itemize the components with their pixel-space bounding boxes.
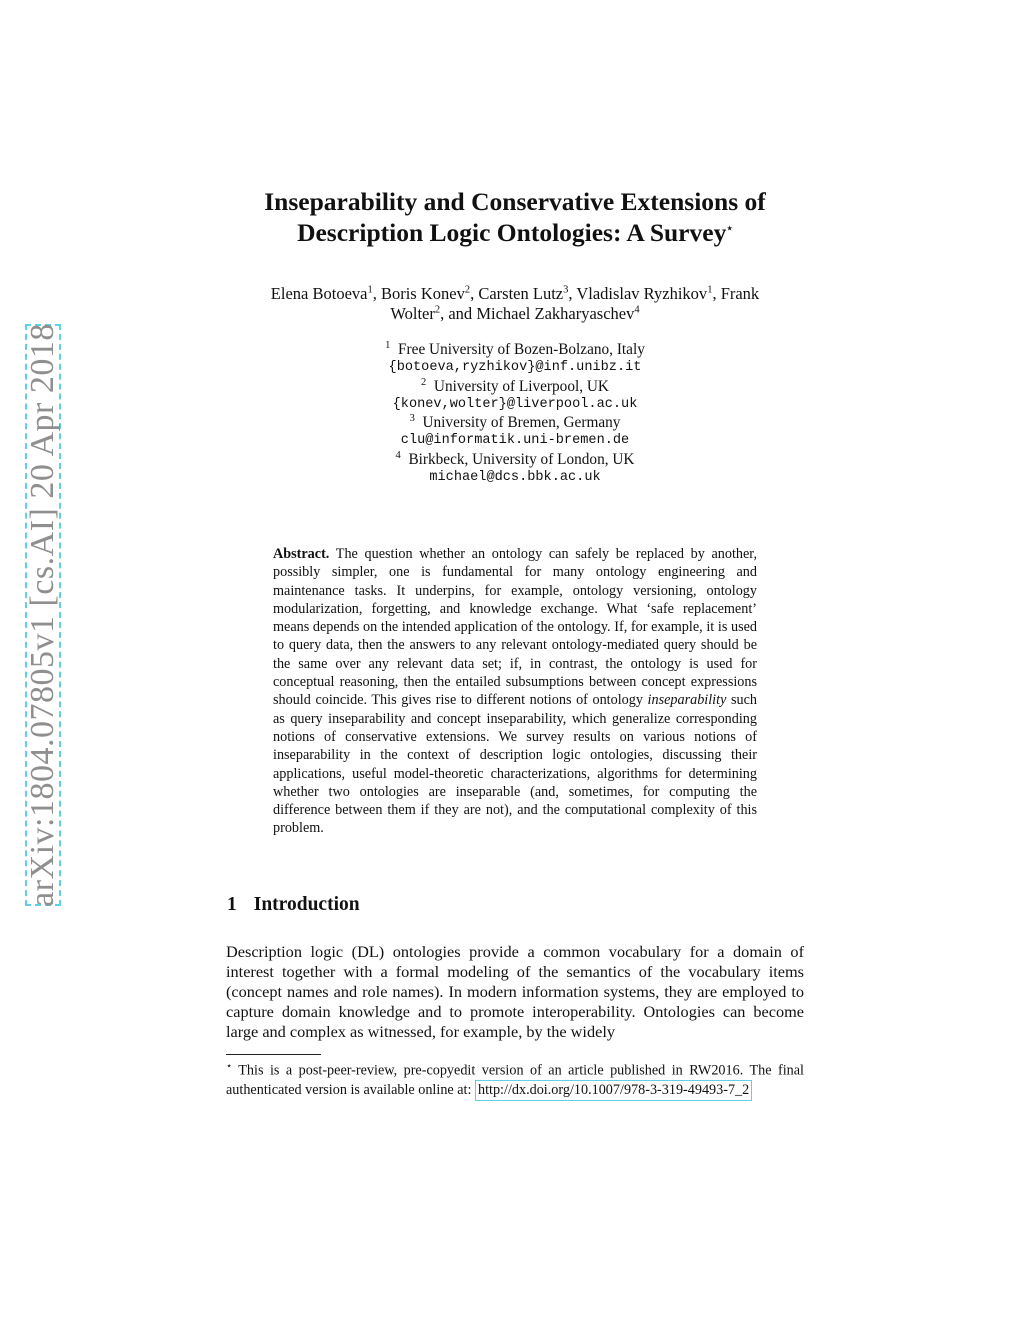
author-name: Vladislav Ryzhikov — [576, 284, 708, 303]
footnote — [226, 1058, 804, 1101]
author-affiliation-mark: 4 — [634, 304, 640, 316]
author-separator: , — [372, 284, 381, 303]
affiliation-name: Birkbeck, University of London, UK — [408, 450, 635, 468]
affiliation-name: University of Liverpool, UK — [433, 377, 609, 395]
affiliation-email: {botoeva,ryzhikov}@inf.unibz.it — [388, 360, 642, 376]
arxiv-stamp — [25, 324, 61, 906]
author-separator: , and — [440, 304, 477, 323]
title-line-2 — [200, 217, 830, 248]
author-name: Elena Botoeva — [270, 284, 368, 303]
abstract-label: Abstract. — [273, 546, 330, 562]
affiliation-institution — [260, 378, 770, 396]
affiliation-email: michael@dcs.bbk.ac.uk — [429, 470, 601, 486]
affiliation-number: 3 — [409, 413, 415, 425]
doi-link[interactable]: http://dx.doi.org/10.1007/978-3-319-49493-7_2 — [475, 1080, 752, 1101]
affiliation-number: 1 — [385, 339, 391, 351]
author-affiliation-mark: 2 — [464, 284, 471, 296]
author-line-1 — [220, 284, 810, 304]
intro-paragraph: Description logic (DL) ontologies provide a common vocabulary for a domain of interest together with a formal modeling of the semantics of the vocabulary items (concept names and role names). In modern information systems, they are employed to capture domain knowledge and to promote interoperability. Ontologies can become large and complex as witnessed, for example, by the widely — [226, 942, 804, 1042]
affiliation-email: {konev,wolter}@liverpool.ac.uk — [392, 396, 638, 412]
affiliation-list — [260, 341, 770, 487]
author-name: Boris Konev — [380, 284, 465, 303]
author-affiliation-mark: 1 — [707, 284, 713, 296]
author-name: Wolter — [390, 304, 435, 323]
affiliation-name: University of Bremen, Germany — [422, 414, 621, 432]
author-affiliation-mark: 3 — [563, 284, 569, 296]
abstract-text: The question whether an ontology can safely be replaced by another, possibly simpler, one is fundamental for many ontology engineering and maintenance tasks. It underpins, for example, ontology versioning, ontology modularization, forgetting, and knowledge exchange. What ‘safe replacement’ means depends on the intended application of the ontology. If, for example, it is used to query data, then the answers to any relevant ontology-mediated query should be the same over any relevant data set; if, in contrast, the ontology is used for conceptual reasoning, then the entailed subsumptions between concept expressions should coincide. This gives rise to different notions of ontology — [273, 546, 757, 709]
affiliation-name: Free University of Bozen-Bolzano, Italy — [398, 341, 645, 358]
abstract-emphasis: inseparability — [647, 692, 727, 709]
title-line-2-text: Description Logic Ontologies: A Survey — [297, 218, 727, 247]
title-star-mark: ⋆ — [726, 223, 733, 235]
affiliation-email: clu@informatik.uni-bremen.de — [400, 433, 630, 449]
paper-title — [200, 186, 830, 248]
arxiv-stamp-text: arXiv:1804.07805v1 [cs.AI] 20 Apr 2018 — [24, 323, 61, 907]
section-number: 1 — [227, 894, 237, 915]
author-separator: , — [470, 284, 479, 303]
abstract — [273, 545, 757, 838]
affiliation-institution — [260, 414, 770, 432]
affiliation-institution — [260, 451, 770, 469]
author-separator: , Frank — [712, 284, 760, 303]
affiliation-number: 2 — [421, 376, 427, 388]
author-separator: , — [568, 284, 577, 303]
author-affiliation-mark: 2 — [434, 304, 441, 316]
footnote-text: This is a post-peer-review, pre-copyedit version of an article published in RW2016. The final authenticated version is available online at: — [226, 1062, 804, 1099]
author-affiliation-mark: 1 — [367, 284, 373, 296]
author-name: Carsten Lutz — [478, 284, 564, 303]
footnote-mark: ⋆ — [226, 1061, 233, 1072]
affiliation-number: 4 — [395, 449, 401, 461]
section-heading — [227, 894, 360, 916]
author-list — [220, 284, 810, 324]
author-line-2 — [220, 304, 810, 324]
affiliation-institution — [260, 341, 770, 359]
title-line-1: Inseparability and Conservative Extensions of — [264, 187, 766, 216]
author-name: Michael Zakharyaschev — [476, 304, 635, 323]
abstract-text: such as query inseparability and concept inseparability, which generalize corresponding notions of conservative extensions. We survey results on various notions of inseparability in the context of description logic ontologies, discussing their applications, useful model-theoretic characterizations, algorithms for determining whether two ontologies are inseparable (and, sometimes, for computing the difference between them if they are not), and the computational complexity of this problem. — [273, 692, 757, 837]
section-title: Introduction — [253, 894, 360, 915]
footnote-rule — [226, 1054, 321, 1055]
